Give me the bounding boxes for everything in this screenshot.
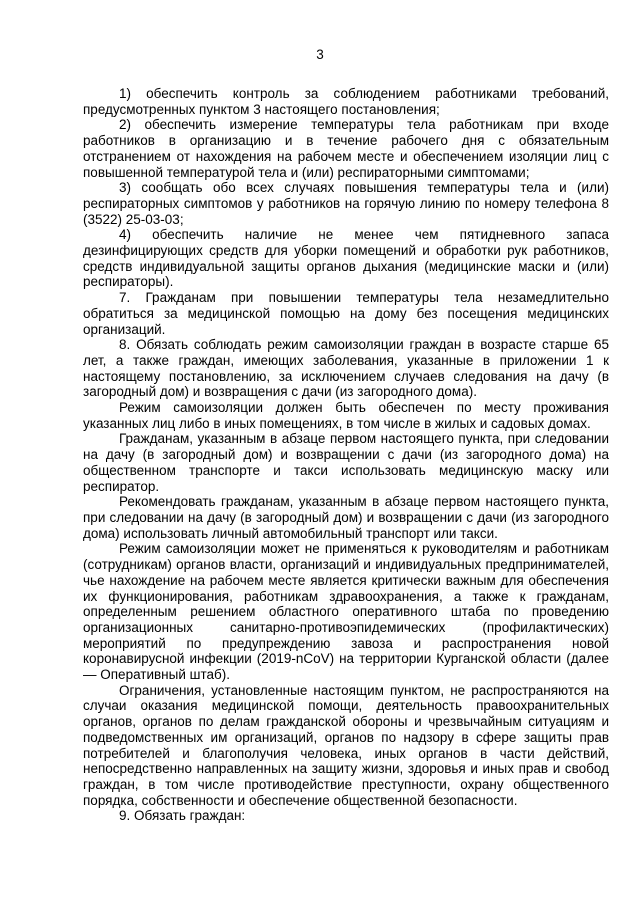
paragraph-item-1: 1) обеспечить контроль за соблюдением работниками требований, предусмотренных пунктом 3 настоящего постановления; <box>83 86 609 117</box>
paragraph-item-2: 2) обеспечить измерение температуры тела работникам при входе работников в организацию и в течение рабочего дня с обязательным отстранением от нахождения на рабочем месте и обеспечением изоляции лиц с повышенной температурой тела и (или) респираторными симптомами; <box>83 117 609 180</box>
paragraph-item-4: 4) обеспечить наличие не менее чем пятидневного запаса дезинфицирующих средств для уборки помещений и обработки рук работников, средств индивидуальной защиты органов дыхания (медицинские маски и (или) респираторы). <box>83 227 609 290</box>
paragraph-point-7: 7. Гражданам при повышении температуры тела незамедлительно обратиться за медицинской помощью на дому без посещения медицинских организаций. <box>83 290 609 337</box>
paragraph-restrictions: Ограничения, установленные настоящим пунктом, не распространяются на случаи оказания медицинской помощи, деятельность правоохранительных органов, органов по делам гражданской обороны и чрезвычайным ситуациям и подведомственных им организаций, органов по надзору в сфере защиты прав потребителей и благополучия человека, иных органов в части действий, непосредственно направленных на защиту жизни, здоровья и иных прав и свобод граждан, в том числе противодействие преступности, охрану общественного порядка, собственности и обеспечение общественной безопасности. <box>83 682 609 808</box>
document-body <box>83 86 609 824</box>
paragraph-item-3: 3) сообщать обо всех случаях повышения температуры тела и (или) респираторных симптомов у работников на горячую линию по номеру телефона 8 (3522) 25-03-03; <box>83 180 609 227</box>
paragraph-point-8: 8. Обязать соблюдать режим самоизоляции граждан в возрасте старше 65 лет, а также граждан, имеющих заболевания, указанные в приложении 1 к настоящему постановлению, за исключением случаев следования на дачу (в загородный дом) и возвращения с дачи (из загородного дома). <box>83 337 609 400</box>
paragraph-point-9: 9. Обязать граждан: <box>119 808 246 824</box>
paragraph-exemptions: Режим самоизоляции может не применяться к руководителям и работникам (сотрудникам) органов власти, организаций и индивидуальных предпринимателей, чье нахождение на рабочем месте является критически важным для обеспечения их функционирования, работникам здравоохранения, а также к гражданам, определенным решением областного оперативного штаба по проведению организационных санитарно-противоэпидемических (профилактических) мероприятий по предупреждению завоза и распространения новой коронавирусной инфекции (2019-nCoV) на территории Курганской области (далее — Оперативный штаб). <box>83 541 609 683</box>
paragraph-transport-mask: Гражданам, указанным в абзаце первом настоящего пункта, при следовании на дачу (в загородный дом) и возвращении с дачи (из загородного дома) на общественном транспорте и такси использовать медицинскую маску или респиратор. <box>83 431 609 494</box>
paragraph-self-isolation-place: Режим самоизоляции должен быть обеспечен по месту проживания указанных лиц либо в иных помещениях, в том числе в жилых и садовых домах. <box>83 400 609 431</box>
page-number: 3 <box>316 47 324 62</box>
paragraph-personal-transport: Рекомендовать гражданам, указанным в абзаце первом настоящего пункта, при следовании на дачу (в загородный дом) и возвращении с дачи (из загородного дома) использовать личный автомобильный транспорт или такси. <box>83 494 609 541</box>
